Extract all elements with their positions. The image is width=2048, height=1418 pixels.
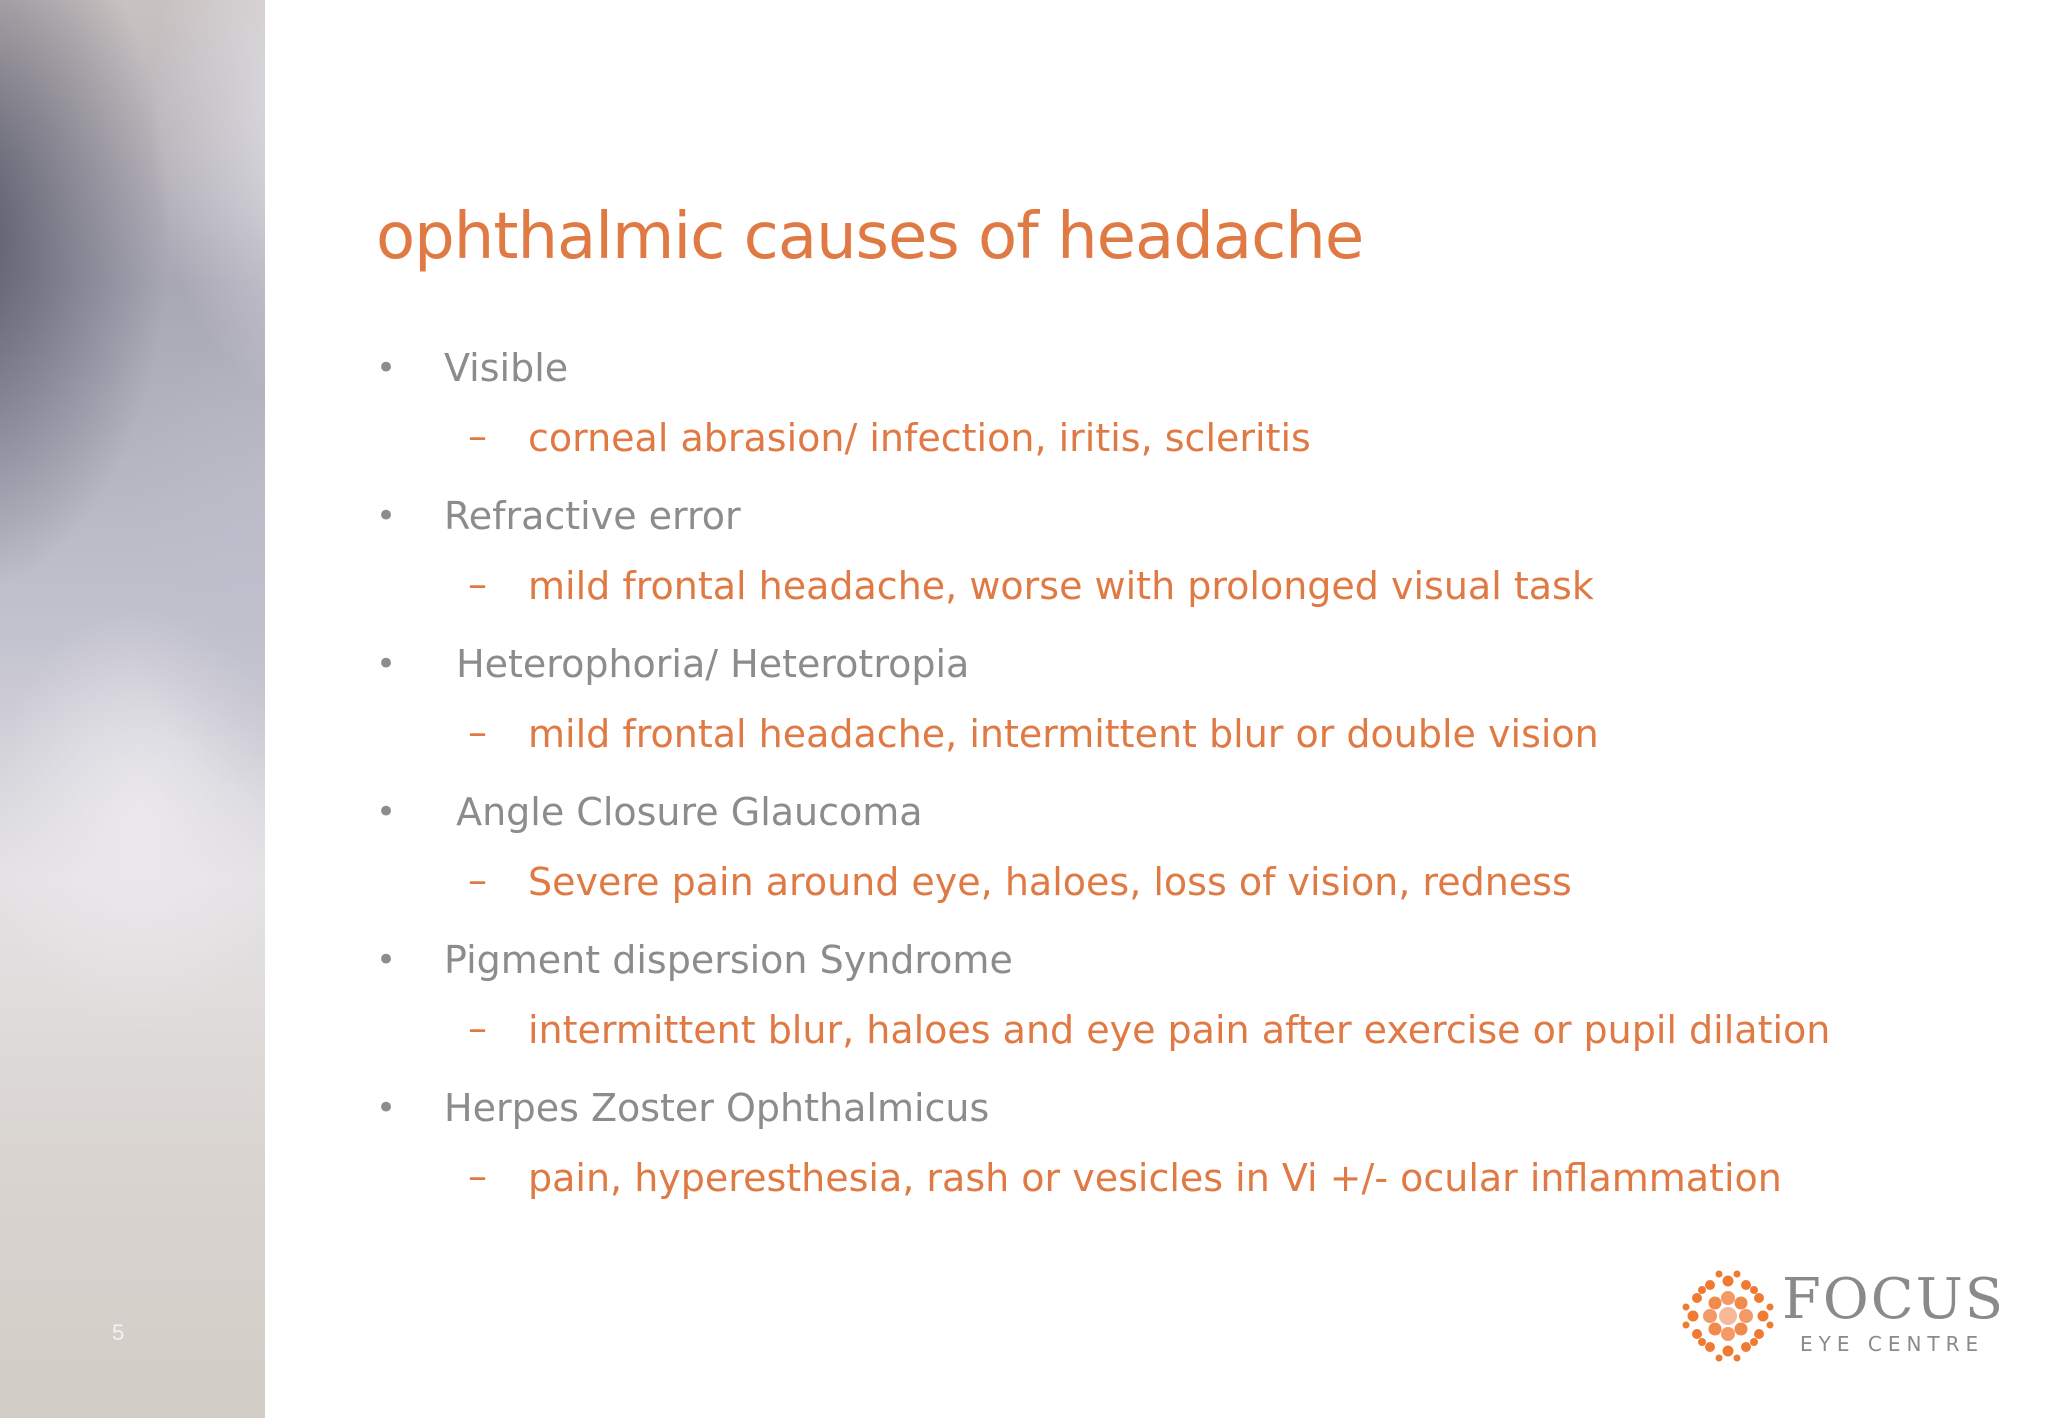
bullet-heading-text: Herpes Zoster Ophthalmicus [444,1086,990,1130]
focus-eye-centre-logo [1680,1267,2006,1368]
bullet-heading-text: Heterophoria/ Heterotropia [444,642,970,686]
bullet-heading [376,488,1996,558]
dash-icon: – [468,710,487,754]
list-item [376,340,1996,488]
list-item [376,488,1996,636]
list-item [376,932,1996,1080]
page-number: 5 [112,1320,125,1345]
side-decorative-panel [0,0,265,1418]
bullet-detail-text: pain, hyperesthesia, rash or vesicles in Vi +/- ocular inflammation [528,1156,1782,1200]
bullet-icon: • [376,792,397,832]
bullet-icon: • [376,496,397,536]
bullet-heading-text: Pigment dispersion Syndrome [444,938,1013,982]
list-item [376,1080,1996,1228]
bullet-detail-text: mild frontal headache, intermittent blur or double vision [528,712,1599,756]
list-item [376,784,1996,932]
bullet-heading [376,340,1996,410]
dotted-circle-logo-icon [1680,1268,1776,1364]
dash-icon: – [468,562,487,606]
bullet-heading [376,1080,1996,1150]
bullet-detail [376,1002,1996,1080]
bullet-detail-text: corneal abrasion/ infection, iritis, scleritis [528,416,1311,460]
bullet-heading [376,636,1996,706]
list-item [376,636,1996,784]
logo-subtitle: EYE CENTRE [1800,1332,1985,1356]
bullet-icon: • [376,644,397,684]
bullet-detail [376,706,1996,784]
bullet-heading-text: Refractive error [444,494,741,538]
bullet-detail [376,410,1996,488]
bullet-detail-text: Severe pain around eye, haloes, loss of vision, redness [528,860,1572,904]
logo-wordmark: FOCUS [1782,1267,2006,1332]
dash-icon: – [468,1006,487,1050]
bullet-detail-text: mild frontal headache, worse with prolonged visual task [528,564,1594,608]
bullet-icon: • [376,348,397,388]
bullet-list [376,340,1996,1228]
bullet-heading-text: Angle Closure Glaucoma [444,790,923,834]
bullet-heading [376,784,1996,854]
dash-icon: – [468,858,487,902]
bullet-detail [376,558,1996,636]
bullet-detail-text: intermittent blur, haloes and eye pain after exercise or pupil dilation [528,1008,1831,1052]
dash-icon: – [468,414,487,458]
bullet-icon: • [376,940,397,980]
bullet-detail [376,854,1996,932]
bullet-icon: • [376,1088,397,1128]
bullet-detail [376,1150,1996,1228]
bullet-heading-text: Visible [444,346,569,390]
dash-icon: – [468,1154,487,1198]
slide-title: ophthalmic causes of headache [376,200,1364,274]
bullet-heading [376,932,1996,1002]
